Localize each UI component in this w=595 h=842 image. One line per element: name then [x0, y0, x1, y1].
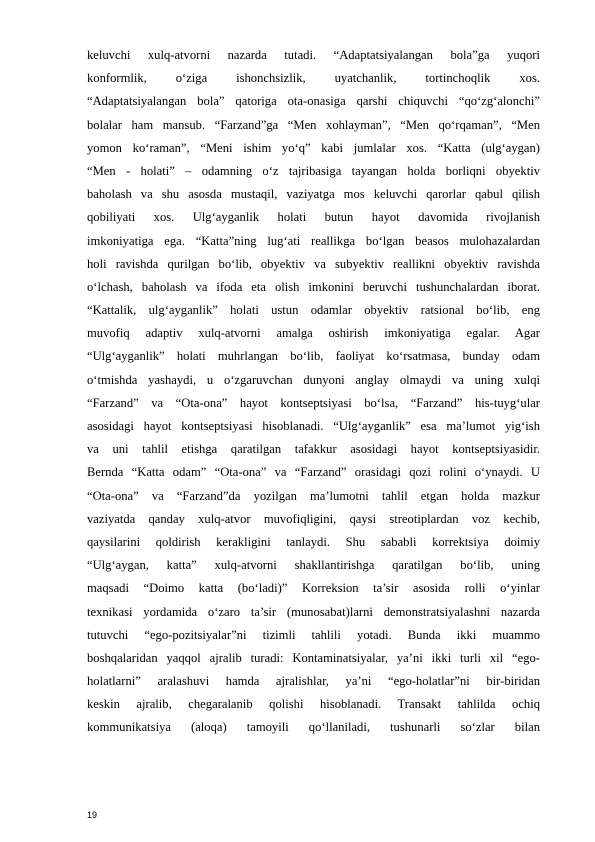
- text-line: boshqalaridan yaqqol ajralib turadi: Kontaminatsiyalar, ya’ni ikki turli xil “ego-: [87, 650, 540, 665]
- text-line: holatlarni” aralashuvi hamda ajralishlar, ya’ni “ego-holatlar”ni bir-biridan: [87, 674, 540, 689]
- text-line: qobiliyati xos. Ulg‘ayganlik holati butun hayot davomida rivojlanish: [87, 210, 540, 225]
- text-line: keluvchi xulq-atvorni nazarda tutadi. “Adaptatsiyalangan bola”ga yuqori: [87, 48, 540, 62]
- text-line: tutuvchi “ego-pozitsiyalar”ni tizimli tahlili yotadi. Bunda ikki muammo: [87, 627, 540, 642]
- text-line: konformlik, o‘ziga ishonchsizlik, uyatchanlik, tortinchoqlik xos.: [87, 71, 540, 86]
- text-line: “Ota-ona” va “Farzand”da yozilgan ma’lumotni tahlil etgan holda mazkur: [87, 488, 540, 503]
- text-line: keskin ajralib, chegaralanib qolishi hisoblanadi. Transakt tahlilda ochiq: [87, 697, 540, 712]
- text-line: kommunikatsiya (aloqa) tamoyili qo‘llaniladi, tushunarli so‘zlar bilan: [87, 720, 540, 735]
- text-line: va uni tahlil etishga qaratilgan tafakkur asosidagi hayot kontseptsiyasidir.: [87, 442, 540, 457]
- text-line: asosidagi hayot kontseptsiyasi hisoblanadi. “Ulg‘ayganlik” esa ma’lumot yig‘ish: [87, 419, 540, 433]
- text-line: “Ulg‘aygan, katta” xulq-atvorni shakllantirishga qaratilgan bo‘lib, uning: [87, 558, 540, 573]
- text-line: o‘lchash, baholash va ifoda eta olish imkonini beruvchi tushunchalardan iborat.: [87, 279, 540, 294]
- text-line: maqsadi “Doimo katta (bo‘ladi)” Korreksion ta’sir asosida rolli o‘yinlar: [87, 581, 540, 596]
- text-line: “Adaptatsiyalangan bola” qatoriga ota-onasiga qarshi chiquvchi “qo‘zg‘alonchi”: [87, 94, 540, 109]
- text-line: texnikasi yordamida o‘zaro ta’sir (munosabat)larni demonstratsiyalashni nazarda: [87, 604, 540, 619]
- body-text: [87, 44, 540, 740]
- text-line: yomon ko‘raman”, “Meni ishim yo‘q” kabi jumlalar xos. “Katta (ulg‘aygan): [87, 140, 540, 155]
- text-line: holi ravishda qurilgan bo‘lib, obyektiv va subyektiv reallikni obyektiv ravishda: [87, 256, 540, 271]
- page-number: 19: [87, 810, 98, 820]
- text-line: vaziyatda qanday xulq-atvor muvofiqligini, qaysi streotiplardan voz kechib,: [87, 511, 540, 526]
- text-line: “Ulg‘ayganlik” holati muhrlangan bo‘lib, faoliyat ko‘rsatmasa, bunday odam: [87, 349, 540, 364]
- text-line: qaysilarini qoldirish kerakligini tanlaydi. Shu sababli korrektsiya doimiy: [87, 534, 540, 549]
- text-line: “Men - holati” – odamning o‘z tajribasiga tayangan holda borliqni obyektiv: [87, 163, 540, 178]
- text-line: “Farzand” va “Ota-ona” hayot kontseptsiyasi bo‘lsa, “Farzand” his-tuyg‘ular: [87, 395, 540, 410]
- text-line: Bernda “Katta odam” “Ota-ona” va “Farzand” orasidagi qozi rolini o‘ynaydi. U: [87, 465, 540, 480]
- text-line: bolalar ham mansub. “Farzand”ga “Men xohlayman”, “Men qo‘rqaman”, “Men: [87, 117, 540, 132]
- text-line: baholash va shu asosda mustaqil, vaziyatga mos keluvchi qarorlar qabul qilish: [87, 187, 540, 202]
- text-line: muvofiq adaptiv xulq-atvorni amalga oshirish imkoniyatiga egalar. Agar: [87, 326, 540, 341]
- text-line: “Kattalik, ulg‘ayganlik” holati ustun odamlar obyektiv ratsional bo‘lib, eng: [87, 303, 540, 318]
- text-line: o‘tmishda yashaydi, u o‘zgaruvchan dunyoni anglay olmaydi va uning xulqi: [87, 372, 540, 387]
- text-line: imkoniyatiga ega. “Katta”ning lug‘ati reallikga bo‘lgan beasos mulohazalardan: [87, 233, 540, 248]
